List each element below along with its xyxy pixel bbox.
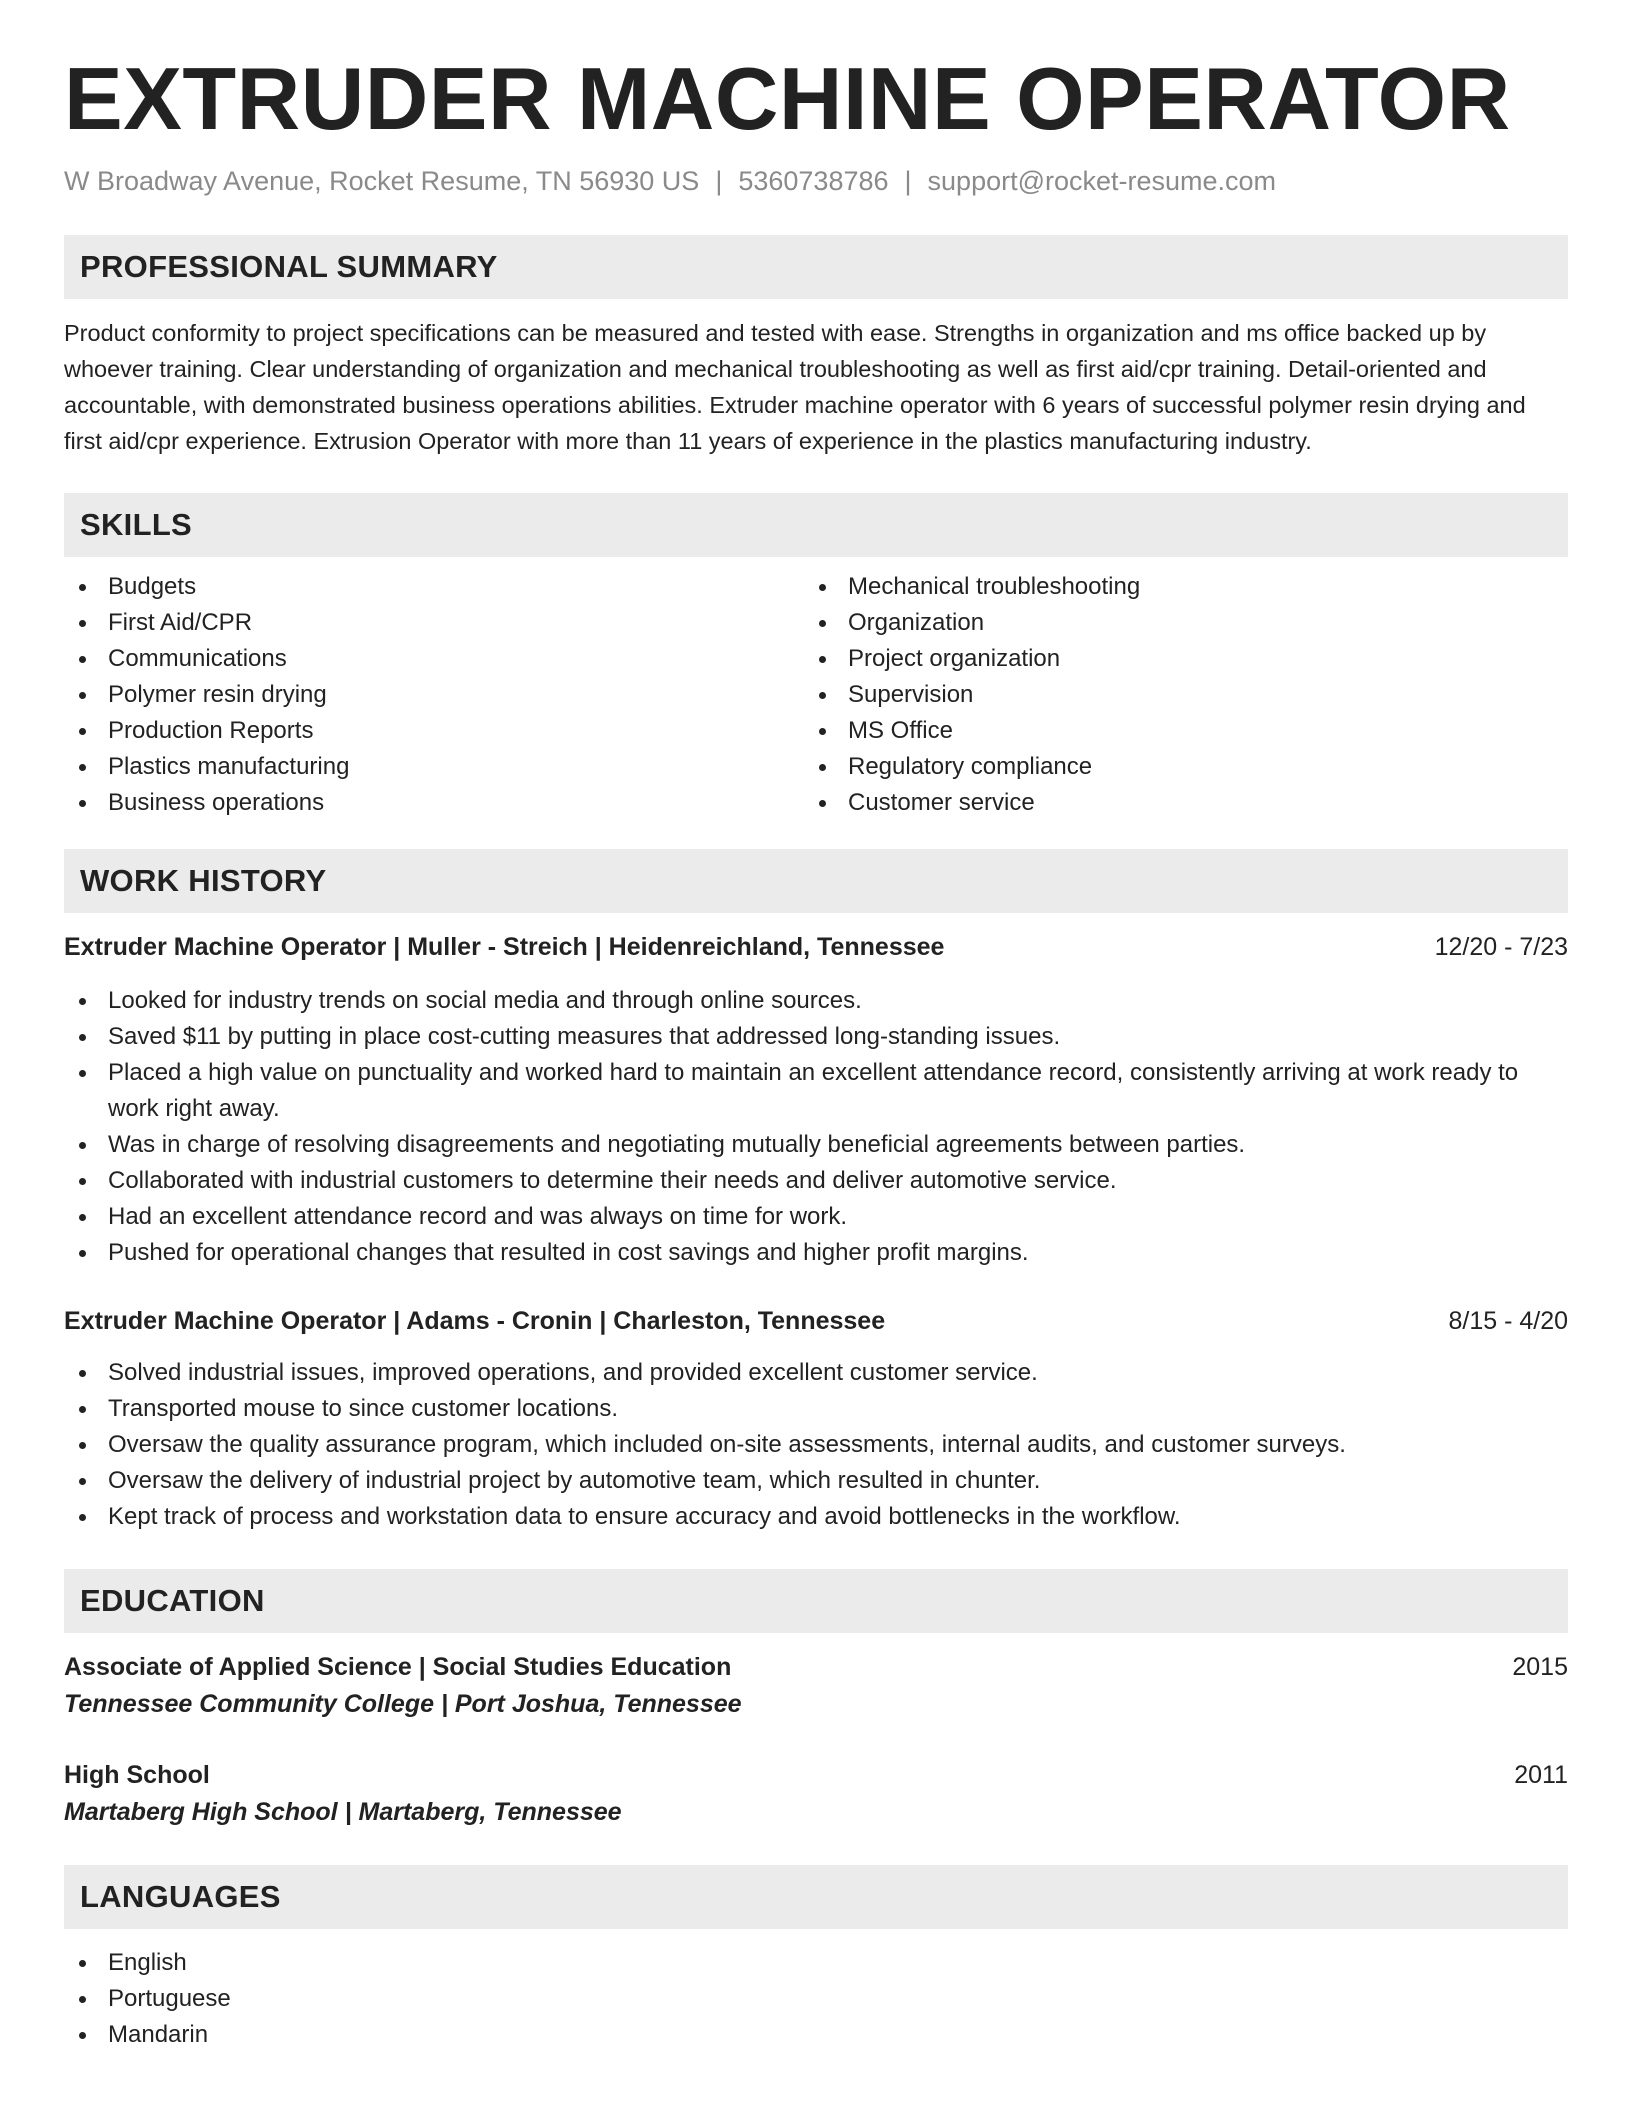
skill-item: Business operations xyxy=(64,785,804,821)
languages-list xyxy=(64,1945,1568,2053)
resume-name: EXTRUDER MACHINE OPERATOR xyxy=(64,49,1511,148)
skill-item: Project organization xyxy=(804,641,1544,677)
job-dates: 8/15 - 4/20 xyxy=(1448,1307,1568,1336)
contact-separator: | xyxy=(904,166,912,197)
skill-item: Production Reports xyxy=(64,713,804,749)
job-dates: 12/20 - 7/23 xyxy=(1434,933,1568,962)
skill-item: Customer service xyxy=(804,785,1544,821)
job-bullet: Looked for industry trends on social media and through online sources. xyxy=(64,983,1568,1019)
job-bullet: Saved $11 by putting in place cost-cutting measures that addressed long-standing issues. xyxy=(64,1019,1568,1055)
job-bullets xyxy=(64,983,1568,1271)
job-bullet: Transported mouse to since customer locations. xyxy=(64,1391,1568,1427)
job-title: Extruder Machine Operator | Muller - Streich | Heidenreichland, Tennessee xyxy=(64,933,945,962)
job-entry xyxy=(64,929,1568,1271)
education-school: Tennessee Community College | Port Joshua, Tennessee xyxy=(64,1690,742,1719)
skill-item: MS Office xyxy=(804,713,1544,749)
section-heading-work-history: WORK HISTORY xyxy=(64,849,1568,913)
language-item: Mandarin xyxy=(64,2017,1568,2053)
language-item: English xyxy=(64,1945,1568,1981)
job-bullet: Oversaw the quality assurance program, which included on-site assessments, internal audits, and customer surveys. xyxy=(64,1427,1568,1463)
skill-item: Supervision xyxy=(804,677,1544,713)
education-header xyxy=(64,1757,1568,1793)
education-entry xyxy=(64,1649,1568,1723)
contact-address: W Broadway Avenue, Rocket Resume, TN 56930 US xyxy=(64,166,700,197)
section-heading-education: EDUCATION xyxy=(64,1569,1568,1633)
education-entry xyxy=(64,1757,1568,1831)
job-bullet: Oversaw the delivery of industrial project by automotive team, which resulted in chunter. xyxy=(64,1463,1568,1499)
skill-item: Budgets xyxy=(64,569,804,605)
job-bullet: Solved industrial issues, improved operations, and provided excellent customer service. xyxy=(64,1355,1568,1391)
language-item: Portuguese xyxy=(64,1981,1568,2017)
education-year: 2015 xyxy=(1512,1653,1568,1682)
education-header xyxy=(64,1649,1568,1685)
job-bullet: Had an excellent attendance record and was always on time for work. xyxy=(64,1199,1568,1235)
skill-item: Regulatory compliance xyxy=(804,749,1544,785)
section-heading-languages: LANGUAGES xyxy=(64,1865,1568,1929)
job-header xyxy=(64,1303,1568,1339)
skill-item: Plastics manufacturing xyxy=(64,749,804,785)
contact-email[interactable]: support@rocket-resume.com xyxy=(927,166,1277,197)
skills-grid xyxy=(64,569,1568,821)
job-bullet: Was in charge of resolving disagreements and negotiating mutually beneficial agreements between parties. xyxy=(64,1127,1568,1163)
section-heading-summary: PROFESSIONAL SUMMARY xyxy=(64,235,1568,299)
contact-line xyxy=(64,161,1568,201)
job-entry xyxy=(64,1303,1568,1535)
skill-item: First Aid/CPR xyxy=(64,605,804,641)
education-degree: High School xyxy=(64,1761,210,1790)
skill-item: Communications xyxy=(64,641,804,677)
education-year: 2011 xyxy=(1514,1761,1568,1790)
section-heading-skills: SKILLS xyxy=(64,493,1568,557)
education-school: Martaberg High School | Martaberg, Tennessee xyxy=(64,1798,622,1827)
job-bullet: Collaborated with industrial customers to determine their needs and deliver automotive service. xyxy=(64,1163,1568,1199)
skill-item: Polymer resin drying xyxy=(64,677,804,713)
contact-phone: 5360738786 xyxy=(738,166,889,197)
skill-item: Mechanical troubleshooting xyxy=(804,569,1544,605)
skill-item: Organization xyxy=(804,605,1544,641)
job-bullets xyxy=(64,1355,1568,1535)
contact-separator: | xyxy=(715,166,723,197)
job-title: Extruder Machine Operator | Adams - Cronin | Charleston, Tennessee xyxy=(64,1307,886,1336)
job-bullet: Kept track of process and workstation data to ensure accuracy and avoid bottlenecks in the workflow. xyxy=(64,1499,1568,1535)
job-bullet: Pushed for operational changes that resulted in cost savings and higher profit margins. xyxy=(64,1235,1568,1271)
skills-column-left xyxy=(64,569,804,821)
summary-text: Product conformity to project specifications can be measured and tested with ease. Strengths in organization and ms office backed up by whoever training. Clear understanding of organization and mechanical troubleshooting as well as first aid/cpr training. Detail-oriented and accountable, with demonstrated business operations abilities. Extruder machine operator with 6 years of successful polymer resin drying and first aid/cpr experience. Extrusion Operator with more than 11 years of experience in the plastics manufacturing industry. xyxy=(64,320,1526,455)
job-header xyxy=(64,929,1568,965)
job-bullet: Placed a high value on punctuality and worked hard to maintain an excellent attendance record, consistently arriving at work ready to work right away. xyxy=(64,1055,1568,1127)
education-degree: Associate of Applied Science | Social Studies Education xyxy=(64,1653,732,1682)
skills-column-right xyxy=(804,569,1544,821)
